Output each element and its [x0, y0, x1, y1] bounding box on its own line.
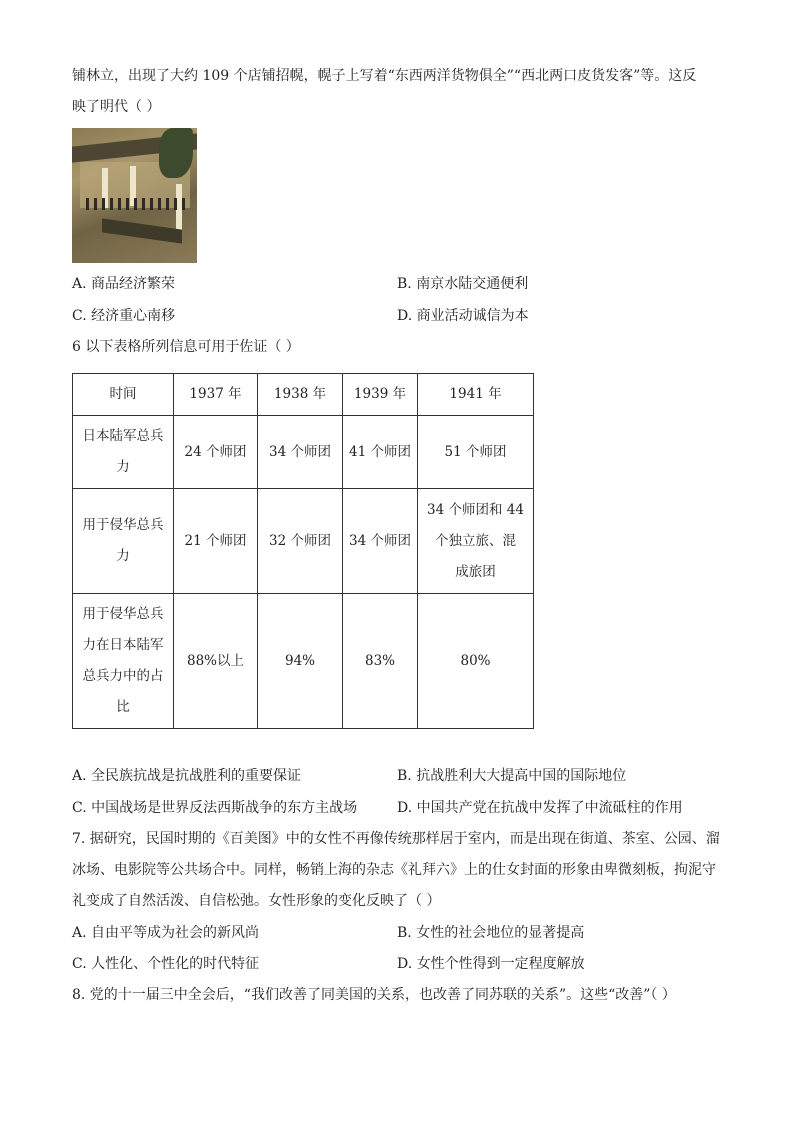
table-header-cell: 1938 年	[258, 374, 343, 416]
q6-option-c[interactable]: C. 中国战场是世界反法西斯战争的东方主战场	[72, 800, 358, 816]
row-label-line: 比	[116, 699, 130, 715]
q7-option-d[interactable]: D. 女性个性得到一定程度解放	[397, 956, 585, 972]
q7-option-b[interactable]: B. 女性的社会地位的显著提高	[397, 925, 585, 941]
table-header-cell: 1941 年	[418, 374, 534, 416]
table-cell: 34 个师团	[258, 416, 343, 489]
q6-stem: 6 以下表格所列信息可用于佐证（ ）	[72, 339, 300, 355]
table-cell: 88%以上	[174, 594, 258, 729]
table-header-cell: 1939 年	[343, 374, 418, 416]
q7-stem-line3: 礼变成了自然活泼、自信松弛。女性形象的变化反映了（ ）	[72, 893, 441, 909]
table-cell: 51 个师团	[418, 416, 534, 489]
table-header-cell: 1937 年	[174, 374, 258, 416]
row-label-line: 日本陆军总兵	[82, 428, 164, 444]
row-label	[73, 594, 174, 729]
table-row	[73, 416, 534, 489]
q5-option-d[interactable]: D. 商业活动诚信为本	[397, 308, 529, 324]
ming-painting-image	[72, 128, 197, 263]
table-cell-line: 成旅团	[455, 563, 496, 580]
table-cell: 24 个师团	[174, 416, 258, 489]
table-cell: 32 个师团	[258, 489, 343, 594]
table-cell-line: 34 个师团和 44	[427, 501, 524, 518]
q8-stem: 8. 党的十一届三中全会后，“我们改善了同美国的关系，也改善了同苏联的关系”。这些“改善”（ ）	[72, 987, 676, 1003]
row-label-line: 用于侵华总兵	[82, 606, 164, 622]
table-row	[73, 594, 534, 729]
table-cell-multiline	[418, 489, 534, 594]
q6-option-b[interactable]: B. 抗战胜利大大提高中国的国际地位	[397, 768, 627, 784]
table-cell: 83%	[343, 594, 418, 729]
row-label-line: 力	[116, 548, 130, 564]
table-cell: 94%	[258, 594, 343, 729]
q5-option-b[interactable]: B. 南京水陆交通便利	[397, 276, 529, 292]
q5-stem-line1: 铺林立，出现了大约 109 个店铺招幌，幌子上写着“东西两洋货物俱全”“西北两口皮货发客”等。这反	[72, 68, 697, 84]
q6-option-a[interactable]: A. 全民族抗战是抗战胜利的重要保证	[72, 768, 302, 784]
table-row	[73, 489, 534, 594]
row-label-line: 用于侵华总兵	[82, 517, 164, 533]
q7-stem-line2: 冰场、电影院等公共场合中。同样，畅销上海的杂志《礼拜六》上的仕女封面的形象由卑微刻板，拘泥守	[72, 862, 716, 878]
q7-option-a[interactable]: A. 自由平等成为社会的新风尚	[72, 925, 260, 941]
row-label	[73, 489, 174, 594]
q7-stem-line1: 7. 据研究，民国时期的《百美图》中的女性不再像传统那样居于室内，而是出现在街道、茶室、公园、溜	[72, 831, 720, 847]
troop-table	[72, 373, 534, 729]
table-cell: 21 个师团	[174, 489, 258, 594]
q7-option-c[interactable]: C. 人性化、个性化的时代特征	[72, 956, 260, 972]
row-label-line: 总兵力中的占	[82, 668, 164, 684]
q5-stem-line2: 映了明代（ ）	[72, 99, 161, 115]
table-header-row	[73, 374, 534, 416]
row-label	[73, 416, 174, 489]
table-header-cell: 时间	[73, 374, 174, 416]
q5-option-c[interactable]: C. 经济重心南移	[72, 308, 176, 324]
table-cell: 41 个师团	[343, 416, 418, 489]
q6-option-d[interactable]: D. 中国共产党在抗战中发挥了中流砥柱的作用	[397, 800, 683, 816]
row-label-line: 力	[116, 459, 130, 475]
table-cell-text	[424, 495, 527, 588]
table-cell: 34 个师团	[343, 489, 418, 594]
q5-option-a[interactable]: A. 商品经济繁荣	[72, 276, 176, 292]
row-label-line: 力在日本陆军	[82, 637, 164, 653]
table-cell-line: 个独立旅、混	[435, 532, 516, 549]
table-cell: 80%	[418, 594, 534, 729]
